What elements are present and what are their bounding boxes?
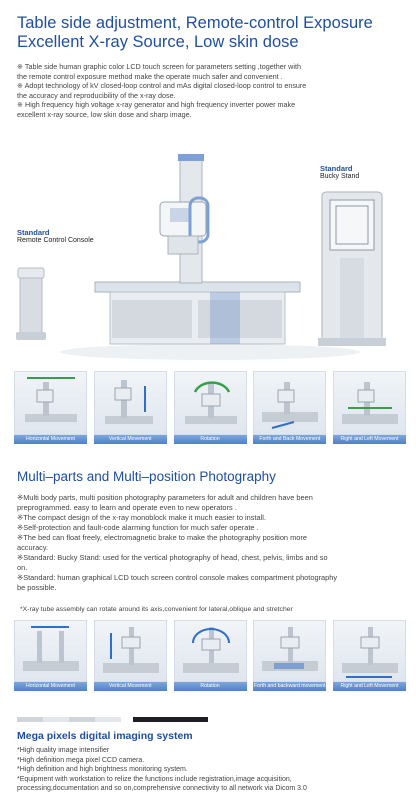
movement-thumb-horizontal [14, 371, 87, 444]
section1-line: ※ High frequency high voltage x-ray generator and high frequency inverter power make [17, 100, 296, 110]
section3-line: *High definition and high brightness monitoring system. [17, 766, 188, 774]
movement-thumb-rotation [174, 371, 247, 444]
bucky-label [320, 164, 359, 180]
section3-title: Mega pixels digital imaging system [17, 730, 193, 742]
horizontal-movement-image [14, 620, 87, 682]
movement-caption: Right and Left Movement [333, 682, 406, 691]
rotation-image [174, 620, 247, 682]
movement-caption: Rotation [174, 682, 247, 691]
movement-caption: Right and Left Movement [333, 435, 406, 444]
bucky-stand-icon [318, 192, 386, 346]
movement-thumb-right-left [333, 371, 406, 444]
movement-strip-1 [14, 371, 406, 444]
section2-line: ※Multi body parts, multi position photography parameters for adult and children have been [17, 493, 313, 502]
console-icon [16, 268, 46, 340]
console-label-strong: Standard [17, 228, 50, 237]
movement-thumb-horizontal [14, 620, 87, 691]
movement-thumb-rotation [174, 620, 247, 691]
section1-line: excellent x-ray source, low skin dose and sharp image. [17, 109, 192, 119]
movement-thumb-vertical [94, 620, 167, 691]
section1-text [17, 62, 409, 120]
movement-caption: Forth and Back Movement [253, 435, 326, 444]
section3-line: *High definition mega pixel CCD camera. [17, 756, 145, 764]
movement-thumb-forth-backward [253, 620, 326, 691]
section2-line: ※The compact design of the x-ray monoblock make it much easier to install. [17, 513, 266, 522]
section2-line: be possible. [17, 583, 57, 592]
horizontal-movement-image [14, 371, 87, 435]
section1-title-line1: Table side adjustment, Remote-control Exposure [17, 14, 373, 32]
section2-line: ※Standard: Bucky Stand: used for the vertical photography of head, chest, pelvis, limbs and so [17, 553, 328, 562]
bucky-label-strong: Standard [320, 164, 353, 173]
section2-line: on. [17, 563, 28, 572]
movement-caption: Vertical Movement [94, 435, 167, 444]
xray-table-icon [95, 282, 300, 344]
movement-caption: Horizontal Movement [14, 435, 87, 444]
section2-line: ※Self-protection and fault-code alarming function for much safer operate . [17, 523, 259, 532]
console-label [17, 228, 94, 244]
bucky-label-text: Bucky Stand [320, 173, 360, 180]
right-left-movement-image [333, 371, 406, 435]
section2-text [17, 493, 409, 593]
movement-caption: Vertical Movement [94, 682, 167, 691]
section2-line: ※Standard: human graphical LCD touch screen control console makes compartment photography [17, 573, 338, 582]
movement-thumb-vertical [94, 371, 167, 444]
movement-caption: Forth and backward movement [253, 683, 326, 689]
vertical-movement-image [94, 620, 167, 682]
section2-line: ※The bed can float freely, electromagnetic brake to make the photography position more [17, 533, 307, 542]
section3-line: *High quality image intensifier [17, 747, 110, 754]
section3-line: *Equipment with workstation to relize the functions include registration,image acquisition, [17, 775, 292, 783]
section1-line: the accuracy and reproducibility of the x-ray dose. [17, 90, 176, 100]
console-label-text: Remote Control Console [17, 237, 94, 244]
rotation-image [174, 371, 247, 435]
section2-line: preprogrammed. easy to learn and operate even to new operators . [17, 503, 237, 512]
section1-title-line2: Excellent X-ray Source, Low skin dose [17, 33, 299, 51]
section2-title: Multi–parts and Multi–position Photography [17, 469, 276, 484]
section1-line: ※ Adopt technology of kV closed-loop control and mAs digital closed-loop control to ensure [17, 81, 307, 91]
hero-product-illustration [0, 140, 416, 370]
section1-title [17, 14, 407, 52]
movement-strip-2 [14, 620, 406, 691]
section3-text [17, 746, 409, 794]
section3-line: processing,documentation and so on,comprehensive connectivity to all network via Dicom 3.0 [17, 785, 307, 793]
section2-line: accuracy. [17, 543, 49, 552]
forth-back-movement-image [253, 371, 326, 435]
section1-line: the remote control exposure method make the operate much safer and convenient . [17, 71, 283, 81]
movement-caption: Horizontal Movement [14, 682, 87, 691]
right-left-movement-image [333, 620, 406, 682]
tube-column-icon [160, 154, 208, 283]
movement-thumb-forth-back [253, 371, 326, 444]
decorative-divider [17, 717, 397, 722]
vertical-movement-image [94, 371, 167, 435]
section1-line: ※ Table side human graphic color LCD touch screen for parameters setting ,together with [17, 62, 301, 71]
section2-note: *X-ray tube assembly can rotate around its axis,convenient for lateral,oblique and stretcher [20, 606, 293, 613]
movement-caption: Rotation [174, 435, 247, 444]
forth-backward-movement-image [253, 620, 326, 682]
movement-thumb-right-left [333, 620, 406, 691]
